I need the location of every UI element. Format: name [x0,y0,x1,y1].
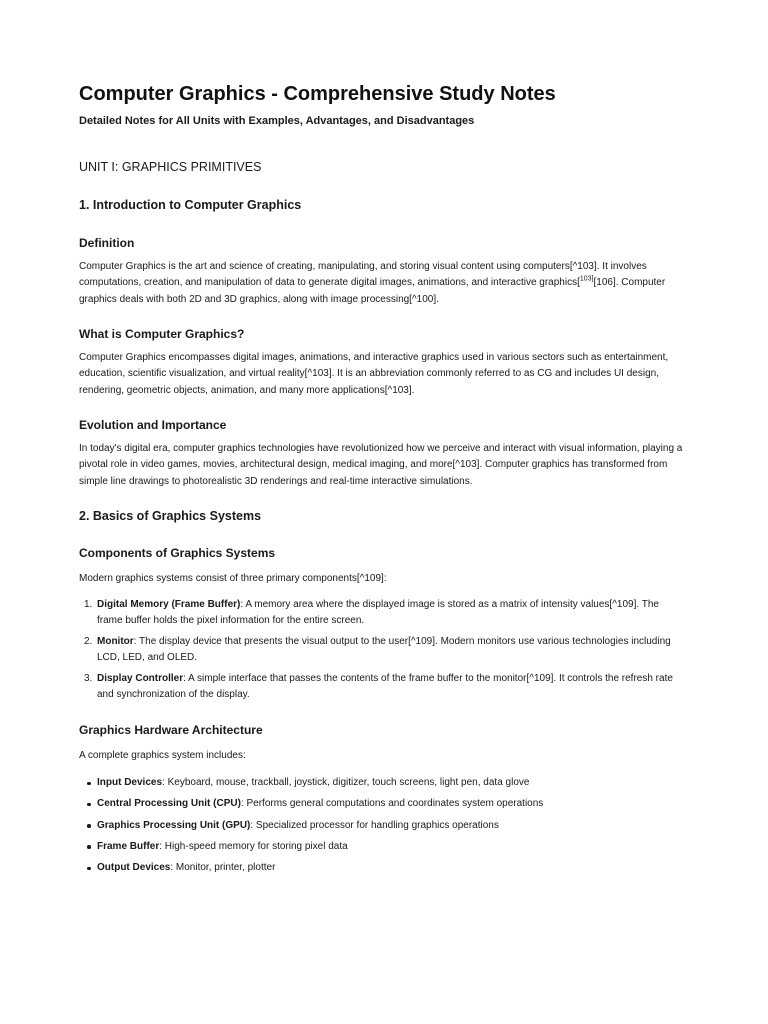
list-item [79,634,674,667]
list-item-term: Graphics Processing Unit (GPU) [97,819,251,831]
list-item [79,796,674,812]
components-list [79,597,674,704]
what-is-paragraph: Computer Graphics encompasses digital images, animations, and interactive graphics used in various sectors such as entertainment, education, scientific visualization, and virtual reality[^103]. It is an abbreviation commonly referred to as CG and includes UI design, rendering, geometric objects, animation, and many more applications[^103]. [79,352,669,396]
bullet-icon [87,867,91,871]
definition-paragraph [79,259,691,308]
list-item [79,839,674,855]
list-number: 2. [84,636,93,648]
list-item [79,818,674,834]
list-item [79,671,674,704]
list-item [79,775,674,791]
bullet-icon [87,803,91,807]
list-item-term: Central Processing Unit (CPU) [97,798,241,810]
list-item-term: Monitor [97,636,134,648]
hardware-heading: Graphics Hardware Architecture [79,723,263,737]
list-item-desc: : Performs general computations and coordinates system operations [240,798,544,810]
components-heading: Components of Graphics Systems [79,546,276,560]
section-1-heading: 1. Introduction to Computer Graphics [79,198,302,212]
list-item-desc: : Keyboard, mouse, trackball, joystick, digitizer, touch screens, light pen, data glove [162,777,530,788]
list-item-desc: : Specialized processor for handling graphics operations [250,819,499,831]
components-intro: Modern graphics systems consist of three primary components[^109]: [79,573,387,584]
list-item-desc: : Monitor, printer, plotter [170,862,276,874]
page-title: Computer Graphics - Comprehensive Study Notes [79,83,556,105]
list-item-term: Frame Buffer [97,840,160,852]
definition-text-2: [106]. Computer graphics deals with both 2D and 3D graphics, along with image processing[^100]. [79,277,666,305]
hardware-list [79,775,674,876]
hardware-intro: A complete graphics system includes: [79,750,246,761]
definition-superscript: 103] [579,275,594,283]
section-2-heading: 2. Basics of Graphics Systems [79,509,262,523]
evolution-paragraph: In today's digital era, computer graphics technologies have revolutionized how we perceive and interact with visual information, playing a pivotal role in video games, movies, architectural design, medical imaging, and more[^103]. Computer graphics has transformed from simple line drawings to photorealistic 3D renderings and real-time interactive simulations. [79,443,683,487]
bullet-icon [87,845,91,849]
bullet-icon [87,824,91,828]
list-item-term: Input Devices [97,777,163,788]
list-item [79,597,674,630]
list-number: 1. [84,599,93,610]
unit-heading: UNIT I: GRAPHICS PRIMITIVES [79,160,262,174]
bullet-icon [87,782,91,786]
list-item [79,860,674,876]
page-subtitle: Detailed Notes for All Units with Examples, Advantages, and Disadvantages [79,115,475,127]
list-number: 3. [84,673,93,685]
definition-heading: Definition [79,236,135,250]
list-item-desc: : High-speed memory for storing pixel data [159,840,348,852]
list-item-term: Display Controller [97,673,184,685]
what-is-heading: What is Computer Graphics? [79,327,245,341]
list-item-desc: : A simple interface that passes the contents of the frame buffer to the monitor[^109]. It controls the refresh rate and synchronization of the display. [97,673,673,701]
list-item-desc: : A memory area where the displayed image is stored as a matrix of intensity values[^109]. The frame buffer holds the pixel information for the entire screen. [97,599,659,627]
list-item-term: Digital Memory (Frame Buffer) [97,599,241,610]
evolution-heading: Evolution and Importance [79,418,227,432]
list-item-term: Output Devices [97,862,171,874]
list-item-desc: : The display device that presents the visual output to the user[^109]. Modern monitors use various technologies including LCD, LED, and OLED. [97,636,671,664]
definition-text-1: Computer Graphics is the art and science of creating, manipulating, and storing visual content using computers[^103]. It involves computations, creation, and manipulation of data to generate digital images, animations, and interactive graphics[ [79,261,647,289]
